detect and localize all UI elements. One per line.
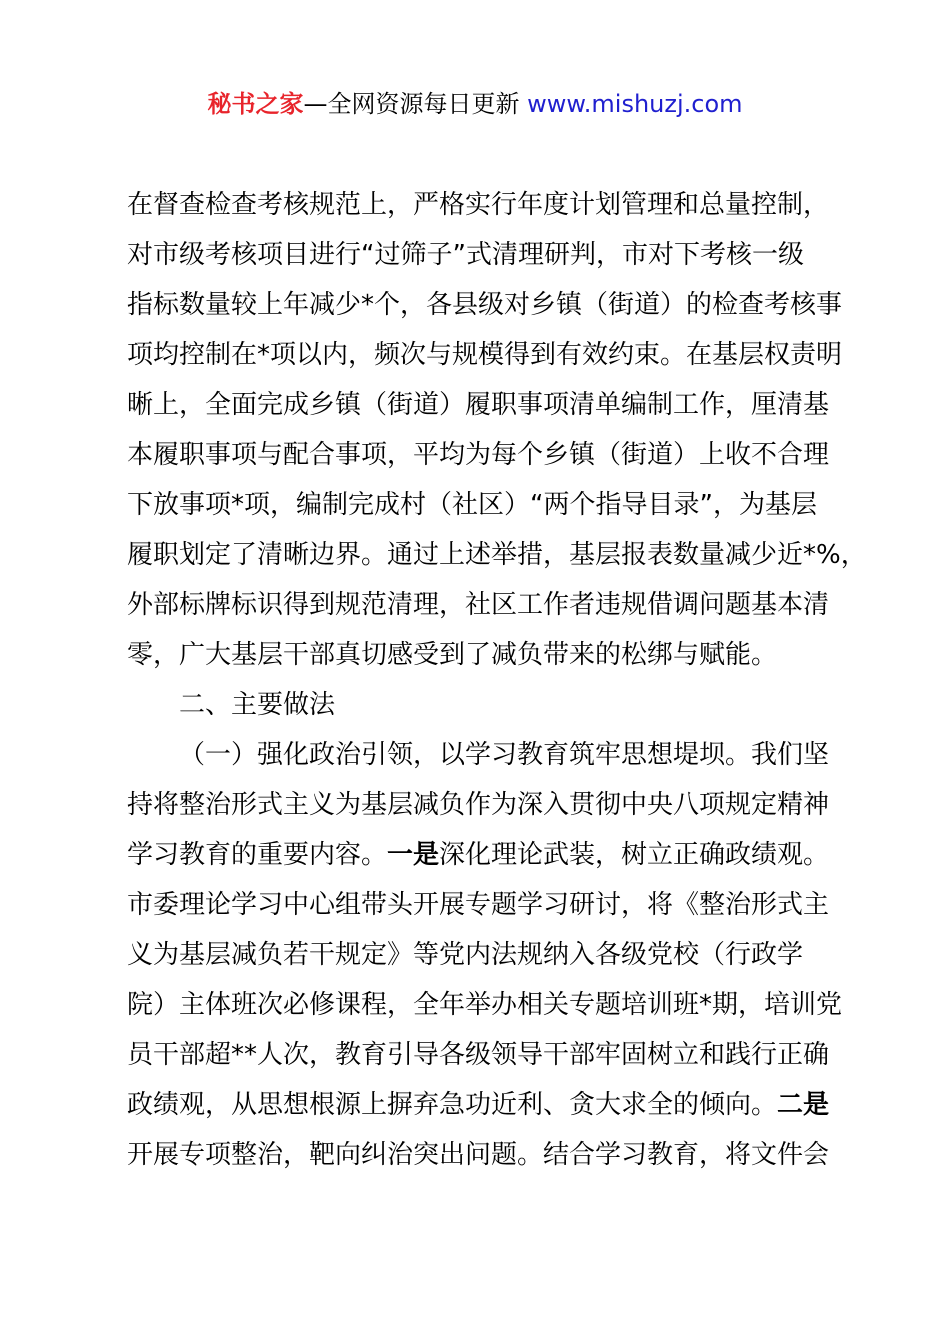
document-body xyxy=(127,180,867,1180)
text-line: 市委理论学习中心组带头开展专题学习研讨，将《整治形式主 xyxy=(127,890,830,920)
text-line: 下放事项*项，编制完成村（社区）“两个指导目录”，为基层 xyxy=(127,490,817,520)
brand-name: 秘书之家 xyxy=(207,90,304,118)
text-line: 外部标牌标识得到规范清理，社区工作者违规借调问题基本清 xyxy=(127,590,830,620)
text-line: 项均控制在*项以内，频次与规模得到有效约束。在基层权责明 xyxy=(127,340,843,370)
text-fragment: 深化理论武装，树立正确政绩观。 xyxy=(439,840,830,870)
text-line: 本履职事项与配合事项，平均为每个乡镇（街道）上收不合理 xyxy=(127,440,830,470)
text-line: 开展专项整治，靶向纠治突出问题。结合学习教育，将文件会 xyxy=(127,1140,830,1170)
banner-tagline: —全网资源每日更新 xyxy=(303,90,528,118)
site-banner xyxy=(0,86,950,122)
bold-marker: 一是 xyxy=(387,840,440,870)
text-line: 零，广大基层干部真切感受到了减负带来的松绑与赋能。 xyxy=(127,640,778,670)
text-line: 对市级考核项目进行“过筛子”式清理研判，市对下考核一级 xyxy=(127,240,804,270)
text-line: 晰上，全面完成乡镇（街道）履职事项清单编制工作，厘清基 xyxy=(127,390,830,420)
site-url-link[interactable]: www.mishuzj.com xyxy=(527,90,743,118)
text-line: （一）强化政治引领，以学习教育筑牢思想堤坝。我们坚 xyxy=(179,740,830,770)
text-line: 持将整治形式主义为基层减负作为深入贯彻中央八项规定精神 xyxy=(127,790,830,820)
text-line: 在督查检查考核规范上，严格实行年度计划管理和总量控制， xyxy=(127,190,830,220)
text-line: 义为基层减负若干规定》等党内法规纳入各级党校（行政学 xyxy=(127,940,804,970)
text-line: 员干部超**人次，教育引导各级领导干部牢固树立和践行正确 xyxy=(127,1040,830,1070)
section-heading: 二、主要做法 xyxy=(179,690,336,720)
text-line: 指标数量较上年减少*个，各县级对乡镇（街道）的检查考核事 xyxy=(127,290,843,320)
text-fragment: 政绩观，从思想根源上摒弃急功近利、贪大求全的倾向。 xyxy=(127,1090,778,1120)
text-fragment: 学习教育的重要内容。 xyxy=(127,840,388,870)
text-line: 院）主体班次必修课程，全年举办相关专题培训班*期，培训党 xyxy=(127,990,843,1020)
text-line xyxy=(127,830,839,880)
bold-marker: 二是 xyxy=(777,1090,830,1120)
text-line: 履职划定了清晰边界。通过上述举措，基层报表数量减少近*%， xyxy=(127,540,867,570)
text-line xyxy=(127,1080,839,1130)
